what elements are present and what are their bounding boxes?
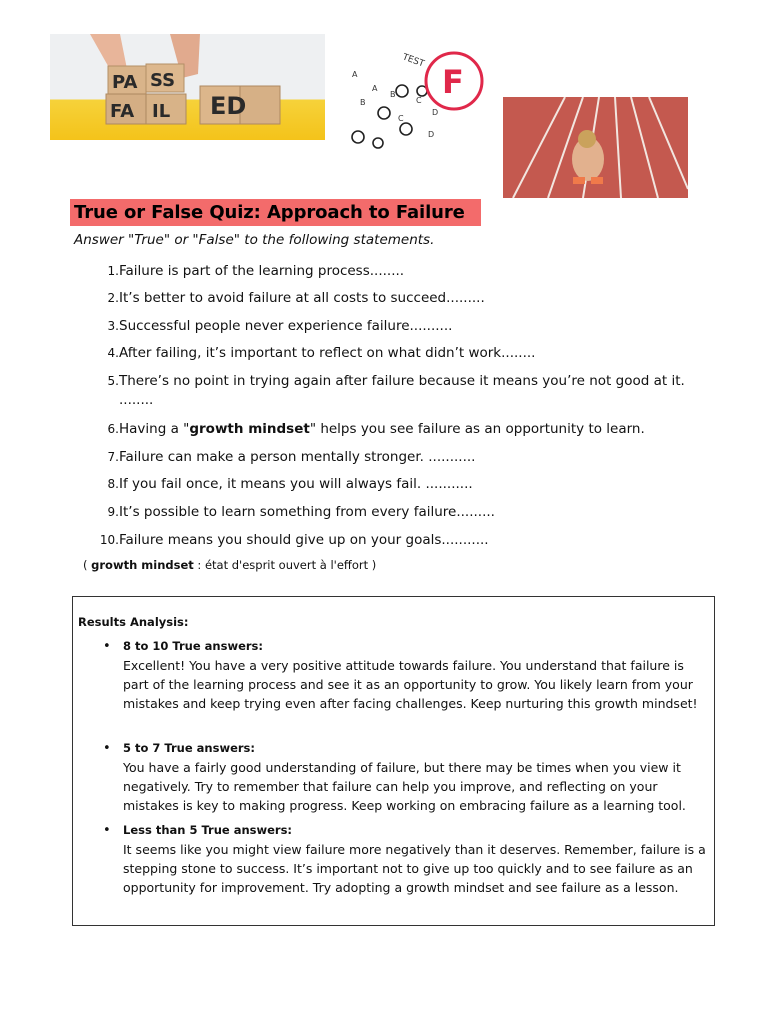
quiz-instructions: Answer "True" or "False" to the following statements.: [74, 232, 435, 248]
result-heading: 5 to 7 True answers:: [123, 741, 255, 755]
result-heading: Less than 5 True answers:: [123, 823, 293, 837]
choice-a-2: A: [372, 84, 378, 93]
bullet-icon: •: [103, 741, 111, 756]
block-text-ss: SS: [150, 70, 176, 91]
question-number: 1.: [107, 264, 119, 278]
question-text: Successful people never experience failure..........: [119, 318, 453, 334]
question-item: [95, 531, 735, 550]
question-number: 6.: [107, 422, 119, 436]
test-sheet-illustration: [332, 33, 508, 151]
question-number: 5.: [107, 374, 119, 388]
quiz-title: True or False Quiz: Approach to Failure: [70, 199, 481, 226]
question-number: 10.: [99, 533, 119, 547]
choice-d-2: D: [432, 108, 439, 117]
question-item: [95, 475, 735, 494]
question-text: If you fail once, it means you will always fail. ...........: [119, 476, 473, 492]
question-text: Failure is part of the learning process........: [119, 263, 405, 279]
choice-c-1: C: [398, 114, 404, 123]
grade-letter: F: [442, 63, 464, 101]
question-item: [95, 503, 735, 522]
bullet-icon: •: [103, 639, 111, 654]
question-text: Failure can make a person mentally stronger. ...........: [119, 449, 476, 465]
growth-mindset-note: [83, 558, 376, 572]
question-text: [119, 420, 719, 439]
test-label: TEST: [400, 52, 426, 70]
question-item: [95, 420, 735, 439]
question-item: [95, 372, 735, 408]
result-body: You have a fairly good understanding of failure, but there may be times when you view it negatively. Try to remember that failure can help you improve, and reflecting on your mistakes is key to making progress. Keep working on embracing failure as a learning tool.: [123, 760, 686, 813]
result-body: It seems like you might view failure more negatively than it deserves. Remember, failure is a stepping stone to success. It’s important not to give up too quickly and to see failure as an opportunity for improvement. Try adopting a growth mindset and see failure as a lesson.: [123, 842, 706, 895]
question-text: After failing, it’s important to reflect on what didn’t work........: [119, 345, 536, 361]
choice-a-1: A: [352, 70, 358, 79]
question-text: There’s no point in trying again after failure because it means you’re not good at it. ........: [119, 373, 685, 408]
growth-mindset-term: growth mindset: [189, 421, 310, 437]
result-body: Excellent! You have a very positive attitude towards failure. You understand that failure is part of the learning process and see it as an opportunity to grow. You likely learn from your mistakes and keep trying even after facing challenges. Keep nurturing this growth mindset!: [123, 658, 698, 711]
question-text: It’s possible to learn something from every failure.........: [119, 504, 495, 520]
pass-failed-illustration: [50, 34, 325, 140]
results-title: Results Analysis:: [78, 615, 189, 629]
athlete-head: [578, 130, 596, 148]
choice-b-1: B: [360, 98, 366, 107]
results-analysis-box: [72, 596, 715, 926]
question-text-post: " helps you see failure as an opportunity to learn.: [309, 421, 645, 437]
question-item: [95, 344, 735, 363]
choice-b-2: B: [390, 90, 396, 99]
block-text-ed: ED: [210, 92, 247, 120]
note-definition: : état d'esprit ouvert à l'effort ): [193, 558, 377, 572]
question-number: 4.: [107, 346, 119, 360]
pass-failed-blocks-image: [50, 34, 325, 140]
block-text-pa: PA: [112, 72, 138, 93]
question-number: 9.: [107, 505, 119, 519]
question-item: [95, 317, 735, 336]
question-item: [95, 262, 735, 281]
athlete-shoe-left: [573, 177, 585, 184]
question-item: [95, 448, 735, 467]
question-number: 8.: [107, 477, 119, 491]
bullet-icon: •: [103, 823, 111, 838]
result-heading: 8 to 10 True answers:: [123, 639, 263, 653]
choice-d-1: D: [428, 130, 435, 139]
athlete-shoe-right: [591, 177, 603, 184]
running-track-image: [503, 97, 688, 198]
choice-c-2: C: [416, 96, 422, 105]
block-text-il: IL: [152, 101, 171, 122]
question-item: [95, 289, 735, 308]
note-open: (: [83, 558, 92, 572]
failed-test-image: [332, 33, 508, 151]
question-number: 3.: [107, 319, 119, 333]
running-track-illustration: [503, 97, 688, 198]
question-text: Failure means you should give up on your goals...........: [119, 532, 489, 548]
question-text: It’s better to avoid failure at all costs to succeed.........: [119, 290, 485, 306]
question-number: 2.: [107, 291, 119, 305]
question-text-pre: Having a ": [119, 421, 190, 437]
note-term: growth mindset: [91, 558, 194, 572]
question-number: 7.: [107, 450, 119, 464]
block-text-fa: FA: [110, 101, 135, 122]
